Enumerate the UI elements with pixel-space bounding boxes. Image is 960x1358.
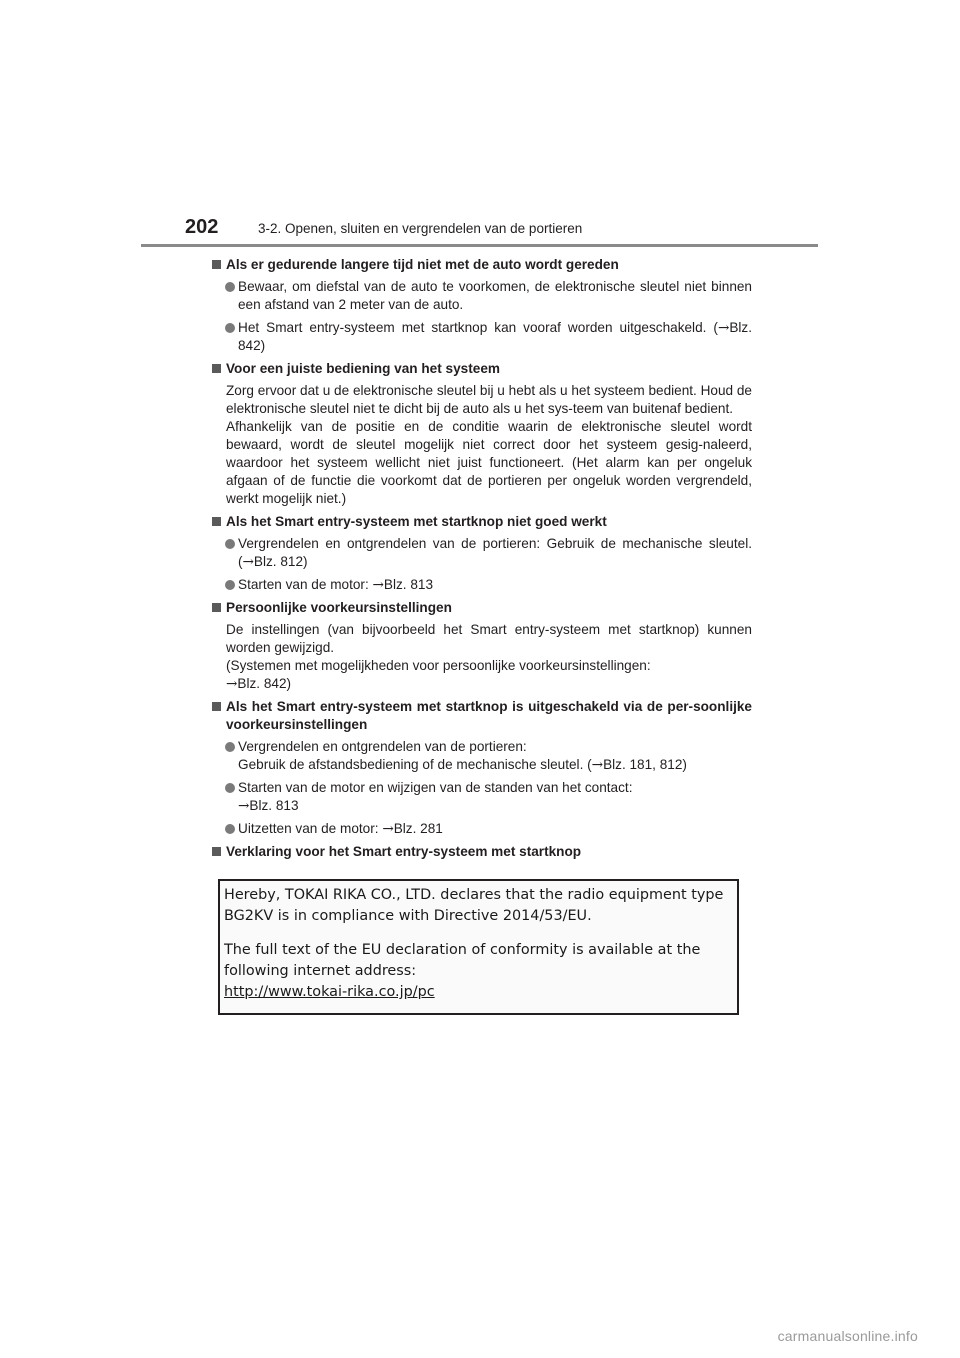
square-bullet-icon [212,364,221,373]
page-reference: Blz. 812) [253,554,308,569]
paragraph: Afhankelijk van de positie en de conditie waarin de elektronische sleutel wordt bewaard, wordt de sleutel mogelijk niet correct door het systeem gesig-naleerd, waardoor het systeem wellicht niet juist functioneert. (Het alarm kan per ongeluk afgaan of de functie die voorkomt dat de portieren per ongeluk worden vergrendeld, werkt mogelijk niet.) [226,419,752,506]
round-bullet-icon [225,539,235,549]
section-personal-settings [212,599,752,693]
section-heading: Voor een juiste bediening van het systeem [212,360,752,378]
section-heading: Verklaring voor het Smart entry-systeem met startknop [212,843,752,861]
page-reference: Blz. 842) [237,676,292,691]
page-reference: Blz. 842) [238,320,752,353]
eu-declaration-box [218,879,739,1015]
arrow-icon: → [382,821,394,837]
round-bullet-icon [225,282,235,292]
header-divider [141,244,818,247]
declaration-line: The full text of the EU declaration of conformity is available at the [224,942,701,958]
round-bullet-icon [225,783,235,793]
page-reference: Blz. 281 [393,821,443,836]
paragraph-reference [212,675,752,693]
section-heading: Als het Smart entry-systeem met startknop is uitgeschakeld via de per-soonlijke voorkeursinstellingen [212,698,752,734]
arrow-icon: → [242,554,254,570]
arrow-icon: → [717,320,730,336]
declaration-line: following internet address: [224,963,417,979]
list-item: Bewaar, om diefstal van de auto te voorkomen, de elektronische sleutel niet binnen een afstand van 2 meter van de auto. [212,278,752,314]
page-reference: Blz. 181, 812) [603,757,687,772]
section-malfunction [212,513,752,594]
square-bullet-icon [212,847,221,856]
list-item: Het Smart entry-systeem met startknop kan vooraf worden uitgeschakeld. (→Blz. 842) [212,319,752,355]
paragraph: Zorg ervoor dat u de elektronische sleutel bij u hebt als u het systeem bedient. Houd de elektronische sleutel niet te dicht bij de auto als u het sys-teem van buitenaf bedient. [226,383,752,416]
round-bullet-icon [225,824,235,834]
section-heading: Als er gedurende langere tijd niet met de auto wordt gereden [212,256,752,274]
arrow-icon: → [226,676,238,692]
list-item: Starten van de motor en wijzigen van de standen van het contact: →Blz. 813 [212,779,752,815]
list-item: Vergrendelen en ontgrendelen van de portieren: Gebruik de mechanische sleutel. (→Blz. 812) [212,535,752,571]
arrow-icon: → [591,757,604,773]
paragraph: (Systemen met mogelijkheden voor persoonlijke voorkeursinstellingen: [226,658,651,673]
page-content [212,256,752,866]
declaration-line: Hereby, TOKAI RIKA CO., LTD. declares that the radio equipment type [224,887,724,903]
chapter-title: 3-2. Openen, sluiten en vergrendelen van de portieren [258,221,583,236]
watermark: carmanualsonline.info [777,1328,918,1344]
list-item: Uitzetten van de motor: →Blz. 281 [212,820,752,838]
section-correct-operation [212,360,752,508]
page-number: 202 [185,216,219,238]
section-declaration [212,843,752,861]
section-long-parking [212,256,752,355]
arrow-icon: → [238,798,250,814]
round-bullet-icon [225,580,235,590]
declaration-line: BG2KV is in compliance with Directive 2014/53/EU. [224,908,592,924]
round-bullet-icon [225,323,235,333]
section-heading: Als het Smart entry-systeem met startknop niet goed werkt [212,513,752,531]
section-heading: Persoonlijke voorkeursinstellingen [212,599,752,617]
page-reference: Blz. 813 [383,577,434,592]
square-bullet-icon [212,702,221,711]
square-bullet-icon [212,260,221,269]
list-item: Starten van de motor: →Blz. 813 [212,576,752,594]
arrow-icon: → [372,577,384,593]
round-bullet-icon [225,742,235,752]
paragraph: De instellingen (van bijvoorbeeld het Smart entry-systeem met startknop) kunnen worden gewijzigd. [226,622,752,655]
page-header [185,216,582,239]
declaration-url: http://www.tokai-rika.co.jp/pc [224,984,435,1000]
page-reference: Blz. 813 [249,798,299,813]
list-item: Vergrendelen en ontgrendelen van de portieren: Gebruik de afstandsbediening of de mechanische sleutel. (→Blz. 181, 812) [212,738,752,774]
square-bullet-icon [212,517,221,526]
section-disabled-system [212,698,752,838]
square-bullet-icon [212,603,221,612]
